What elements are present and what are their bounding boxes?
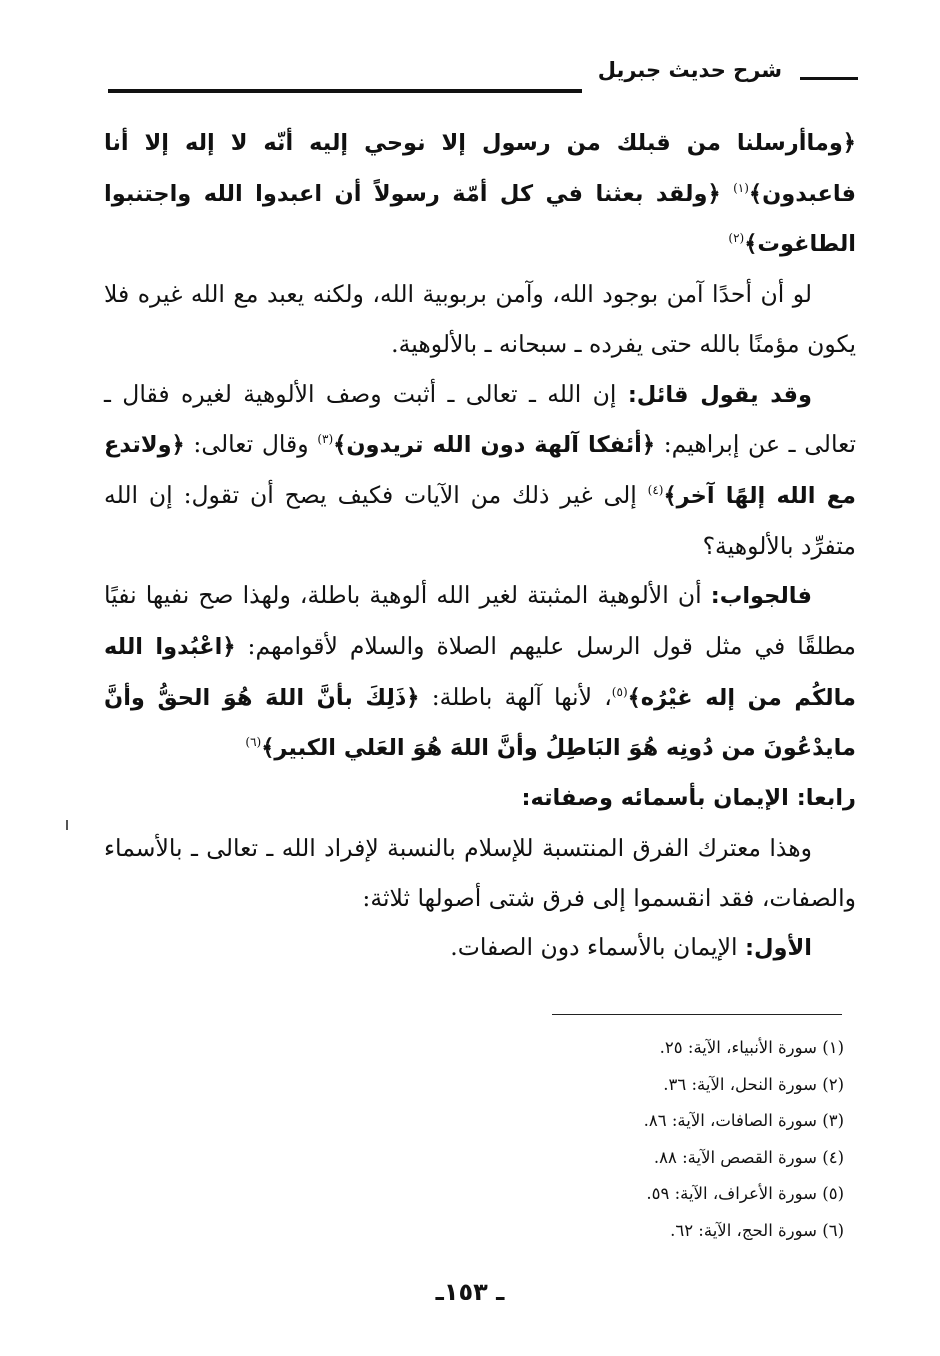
footnote-number: (٣) — [822, 1111, 844, 1130]
verse-text: ﴿وماأرسلنا من قبلك من رسول إلا نوحي إليه أنّه لا إله إلا أنا فاعبدون﴾ — [104, 130, 856, 207]
footnote-text: سورة الحج، الآية: ٦٢. — [670, 1220, 817, 1240]
footnote-item — [644, 1103, 844, 1140]
paragraph-lead: وقد يقول قائل: — [627, 381, 812, 408]
verse-text: ﴿أئفكا آلهة دون الله تريدون﴾ — [333, 432, 656, 459]
footnote-number: (٢) — [822, 1074, 844, 1094]
footnotes — [644, 1030, 844, 1249]
paragraph-span: وقال تعالى: — [184, 430, 318, 459]
footnote-number: (٤) — [822, 1147, 844, 1167]
paragraph-span: إلى غير ذلك من الآيات فكيف يصح أن تقول: إن الله متفرِّد بالألوهية؟ — [104, 480, 856, 560]
footnote-item — [644, 1176, 844, 1213]
verse-text: ﴿ولاتدع مع الله إلهًا آخر﴾ — [104, 432, 856, 509]
footnote-number: (٦) — [822, 1220, 844, 1240]
footnote-item — [644, 1067, 844, 1104]
page-body — [104, 118, 856, 974]
footnote-text: سورة الأنبياء، الآية: ٢٥. — [659, 1038, 817, 1057]
paragraph-lead: فالجواب: — [710, 583, 812, 610]
footnote-text: سورة القصص الآية: ٨٨. — [653, 1147, 817, 1167]
header-title: شرح حديث جبريل — [597, 58, 782, 82]
margin-mark — [66, 820, 68, 830]
footnote-ref: (١) — [733, 180, 749, 195]
paragraph-lead: الأول: — [745, 935, 812, 962]
footnote-text: سورة النحل، الآية: ٣٦. — [663, 1074, 817, 1094]
footnote-item — [644, 1030, 844, 1067]
footnote-number: (٥) — [822, 1184, 844, 1203]
footnote-ref: (٢) — [728, 231, 745, 246]
paragraph-answer — [104, 571, 856, 774]
footnote-number: (١) — [822, 1038, 844, 1057]
footnote-ref: (٦) — [245, 735, 262, 750]
footnote-separator — [552, 1014, 842, 1015]
footnote-text: سورة الصافات، الآية: ٨٦. — [643, 1111, 817, 1130]
footnote-item — [644, 1213, 844, 1250]
verse-text: ﴿ولقد بعثنا في كل أمّة رسولاً أن اعبدوا الله واجتنبوا الطاغوت﴾ — [104, 180, 856, 258]
footnote-ref: (٥) — [611, 684, 628, 699]
paragraph-span: إن الله ـ تعالى ـ أثبت وصف الألوهية لغيره فقال ـ تعالى ـ عن إبراهيم: — [104, 379, 856, 459]
footnote-text: سورة الأعراف، الآية: ٥٩. — [646, 1184, 817, 1203]
paragraph-span: ، لأنها آلهة باطلة: — [419, 682, 612, 711]
footnote-item — [644, 1140, 844, 1177]
verse-text: ﴿اعْبُدوا الله مالكُم من إله غيْرُه﴾ — [104, 634, 856, 711]
paragraph-quran-verses — [104, 118, 856, 270]
page-number: ـ ١٥٣ـ — [435, 1278, 505, 1306]
running-header — [108, 56, 858, 100]
paragraph-first-group — [104, 923, 856, 974]
header-rule-short — [800, 77, 858, 80]
paragraph-span: الإيمان بالأسماء دون الصفات. — [450, 933, 746, 962]
paragraph-question — [104, 370, 856, 572]
verse-text: ﴿ذَلِكَ بأنَّ اللهَ هُوَ الحقُّ وأنَّ مايدْعُونَ من دُونِه هُوَ البَاطِلُ وأنَّ اللهَ هُوَ العَلي الكبير﴾ — [104, 684, 856, 762]
section-heading: رابعا: الإيمان بأسمائه وصفاته: — [521, 785, 856, 812]
paragraph-text: لو أن أحدًا آمن بوجود الله، وآمن بربوبية الله، ولكنه يعبد مع الله غيره فلا يكون مؤمنًا بالله حتى يفرده ـ سبحانه ـ بالألوهية. — [104, 280, 856, 358]
header-rule-long — [108, 89, 582, 93]
paragraph-span: أن الألوهية المثبتة لغير الله ألوهية باطلة، ولهذا صح نفيها نفيًا مطلقًا في مثل قول الرسل عليهم الصلاة والسلام لأقوامهم: — [104, 581, 856, 661]
paragraph-text: وهذا معترك الفرق المنتسبة للإسلام بالنسبة لإفراد الله ـ تعالى ـ بالأسماء والصفات، فقد انقسموا إلى فرق شتى أصولها ثلاثة: — [104, 833, 856, 912]
footnote-ref: (٤) — [647, 483, 664, 498]
footnote-ref: (٣) — [317, 432, 334, 447]
